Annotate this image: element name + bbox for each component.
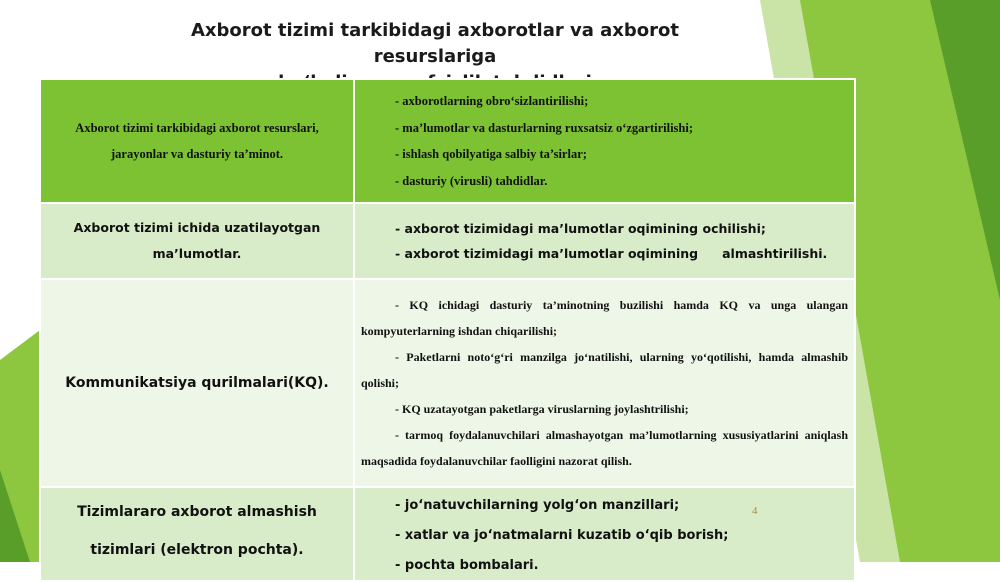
threat-item: - tarmoq foydalanuvchilari almashayotgan ma’lumotlarning xususiyatlarini aniqlash maqsadida foydalanuvchilar faolligini nazorat qilish. [361, 428, 848, 468]
table-row [40, 487, 855, 581]
table-cell-threats [354, 487, 855, 581]
threat-item: - KQ ichidagi dasturiy ta’minotning buzilishi hamda KQ va unga ulangan kompyuterlarning ishdan chiqarilishi; [361, 298, 848, 338]
threat-item: - dasturiy (virusli) tahdidlar. [395, 173, 548, 188]
table-cell-category: Kommunikatsiya qurilmalari(KQ). [40, 279, 354, 487]
table-cell-category: Tizimlararo axborot almashish tizimlari (elektron pochta). [40, 487, 354, 581]
threat-item: - ma’lumotlar va dasturlarning ruxsatsiz o‘zgartirilishi; [395, 120, 694, 135]
threats-table [39, 78, 856, 582]
table-cell-threats [354, 279, 855, 487]
threat-item: - Paketlarni noto‘g‘ri manzilga jo‘natilishi, ularning yo‘qotilishi, hamda almashib qolishi; [361, 350, 848, 390]
threat-item: - ishlash qobilyatiga salbiy ta’sirlar; [395, 147, 587, 161]
page-number: 4 [752, 505, 758, 517]
table-row [40, 79, 855, 203]
title-line-1: Axborot tizimi tarkibidagi axborotlar va axborot resurslariga [190, 20, 679, 67]
table-row [40, 279, 855, 487]
table-cell-category: Axborot tizimi ichida uzatilayotgan ma’lumotlar. [40, 203, 354, 279]
table-cell-category: Axborot tizimi tarkibidagi axborot resurslari, jarayonlar va dasturiy ta’minot. [40, 79, 354, 203]
threat-item: - xatlar va jo‘natmalarni kuzatib o‘qib borish; [395, 528, 729, 543]
threat-item: - pochta bombalari. [395, 558, 539, 573]
table-cell-threats [354, 203, 855, 279]
table-cell-threats [354, 79, 855, 203]
threat-item: - jo‘natuvchilarning yolg‘on manzillari; [395, 498, 680, 513]
threat-item: - axborot tizimidagi ma’lumotlar oqimining ochilishi; [395, 221, 766, 236]
threat-item: - KQ uzatayotgan paketlarga viruslarning joylashtrilishi; [395, 402, 689, 416]
threat-item: - axborot tizimidagi ma’lumotlar oqimining almashtirilishi. [395, 246, 828, 261]
table-row [40, 203, 855, 279]
threat-item: - axborotlarning obro‘sizlantirilishi; [395, 94, 589, 108]
